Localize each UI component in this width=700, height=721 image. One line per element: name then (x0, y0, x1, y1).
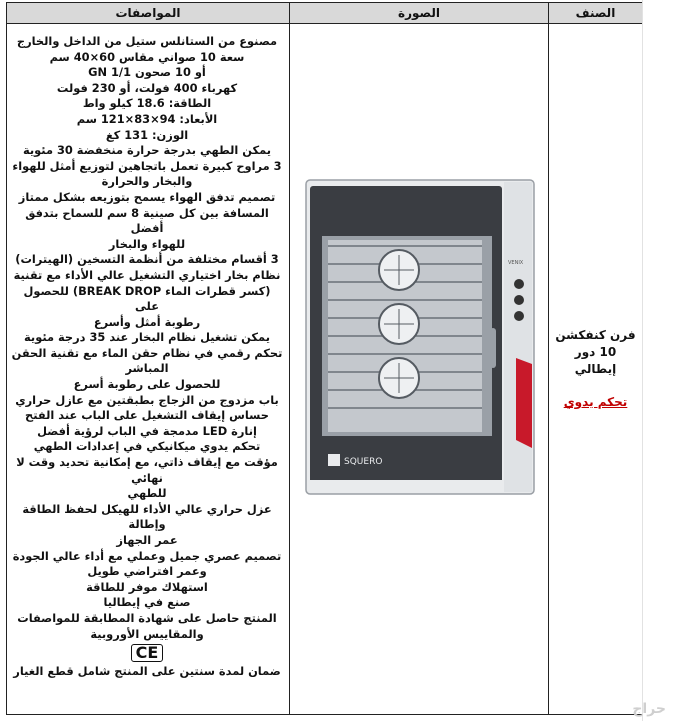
spec-line: مصنوع من الستانلس ستيل من الداخل والخارج (16, 34, 278, 48)
header-row (7, 3, 643, 24)
item-name-line: فرن كنفكشن (555, 328, 636, 342)
spec-line: ضمان لمدة سنتين على المنتج شامل قطع الغيار (13, 663, 281, 678)
spec-line: الأبعاد: 94×83×121 سم (76, 111, 218, 126)
item-name-line: 10 دور (574, 345, 617, 359)
spec-line: رطوبة أمثل وأسرع (93, 314, 201, 329)
spec-line: 3 أقسام مختلفة من أنظمة التسخين (الهيترات) (15, 252, 279, 267)
right-margin (642, 0, 700, 721)
header-specs: المواصفات (7, 3, 290, 24)
spec-line: عزل حراري عالي الأداء للهيكل لحفظ الطاقة وإطالة (22, 501, 272, 532)
watermark: حراج (632, 701, 666, 717)
spec-line: للهواء والبخار (108, 236, 186, 251)
mode-knob-icon (514, 311, 524, 321)
product-row (7, 24, 643, 715)
image-cell (290, 24, 549, 715)
spec-line: استهلاك موفر للطاقة (86, 579, 208, 594)
spec-line: وعمر افتراضي طويل (87, 564, 207, 579)
spec-line: يمكن الطهي بدرجة حرارة منخفضة 30 مئوية (22, 143, 272, 158)
spec-line: عمر الجهاز (116, 533, 178, 547)
ce-mark: CE (131, 644, 164, 662)
spec-line: والمقاييس الأوروبية (90, 626, 204, 641)
spec-line: 3 مراوح كبيرة تعمل باتجاهين لتوزيع أمثل للهواء (12, 158, 282, 173)
header-image: الصورة (290, 3, 549, 24)
spec-line: المنتج حاصل على شهادة المطابقة للمواصفات (17, 610, 277, 625)
red-accent (516, 358, 532, 448)
temperature-knob-icon (514, 295, 524, 305)
spec-line: أو 10 صحون GN 1/1 (88, 65, 206, 80)
brand-logo-icon (328, 454, 340, 466)
door-handle (490, 328, 496, 368)
spec-line: سعة 10 صواني مقاس 60×40 سم (49, 49, 245, 64)
specs-cell (7, 24, 290, 715)
spec-line: تحكم يدوي ميكانيكي في إعدادات الطهي (33, 439, 261, 454)
header-item: الصنف (549, 3, 643, 24)
spec-line: حساس إيقاف التشغيل على الباب عند الفتح (25, 408, 269, 423)
spec-line: تحكم رقمي في نظام حقن الماء مع تقنية الحقن المباشر (11, 345, 283, 376)
spec-line: يمكن تشغيل نظام البخار عند 35 درجة مئوية (24, 330, 270, 345)
spec-line: صنع في إيطاليا (103, 595, 191, 610)
side-logo: VENIX (508, 260, 524, 266)
item-cell (549, 24, 643, 715)
spec-line: نظام بخار اختياري التشغيل عالي الأداء مع تقنية (13, 267, 281, 282)
spec-line: باب مزدوج من الزجاج بطبقتين مع عازل حراري (15, 392, 279, 407)
item-control-type: تحكم يدوي (563, 395, 628, 409)
spec-line: للحصول على رطوبة أسرع (73, 377, 221, 392)
spec-line: كهرباء 400 فولت، أو 230 فولت (56, 80, 238, 95)
oven-image (304, 178, 536, 496)
spec-line: تصميم عصري جميل وعملي مع أداء عالي الجودة (12, 548, 282, 563)
spec-line: الطاقة: 18.6 كيلو واط (82, 96, 212, 111)
spec-line: والبخار والحرارة (101, 174, 193, 189)
brand-label: SQUERO (344, 457, 383, 467)
spec-line: إنارة LED مدمجة في الباب لرؤية أفضل (37, 423, 257, 438)
timer-knob-icon (514, 279, 524, 289)
spec-line: المسافة بين كل صينية 8 سم للسماح بتدفق أفضل (25, 205, 269, 236)
spec-line: للطهي (127, 486, 167, 501)
spec-line: مؤقت مع إيقاف ذاتي، مع إمكانية تحديد وقت لا نهائي (16, 455, 278, 485)
item-name-line: إيطالي (574, 362, 617, 376)
spec-line: (كسر قطرات الماء BREAK DROP) للحصول على (23, 283, 271, 314)
spec-table (6, 2, 643, 715)
spec-line: الوزن: 131 كغ (105, 127, 189, 142)
spec-line: تصميم تدفق الهواء يسمح بتوزيعه بشكل ممتاز (18, 189, 276, 204)
